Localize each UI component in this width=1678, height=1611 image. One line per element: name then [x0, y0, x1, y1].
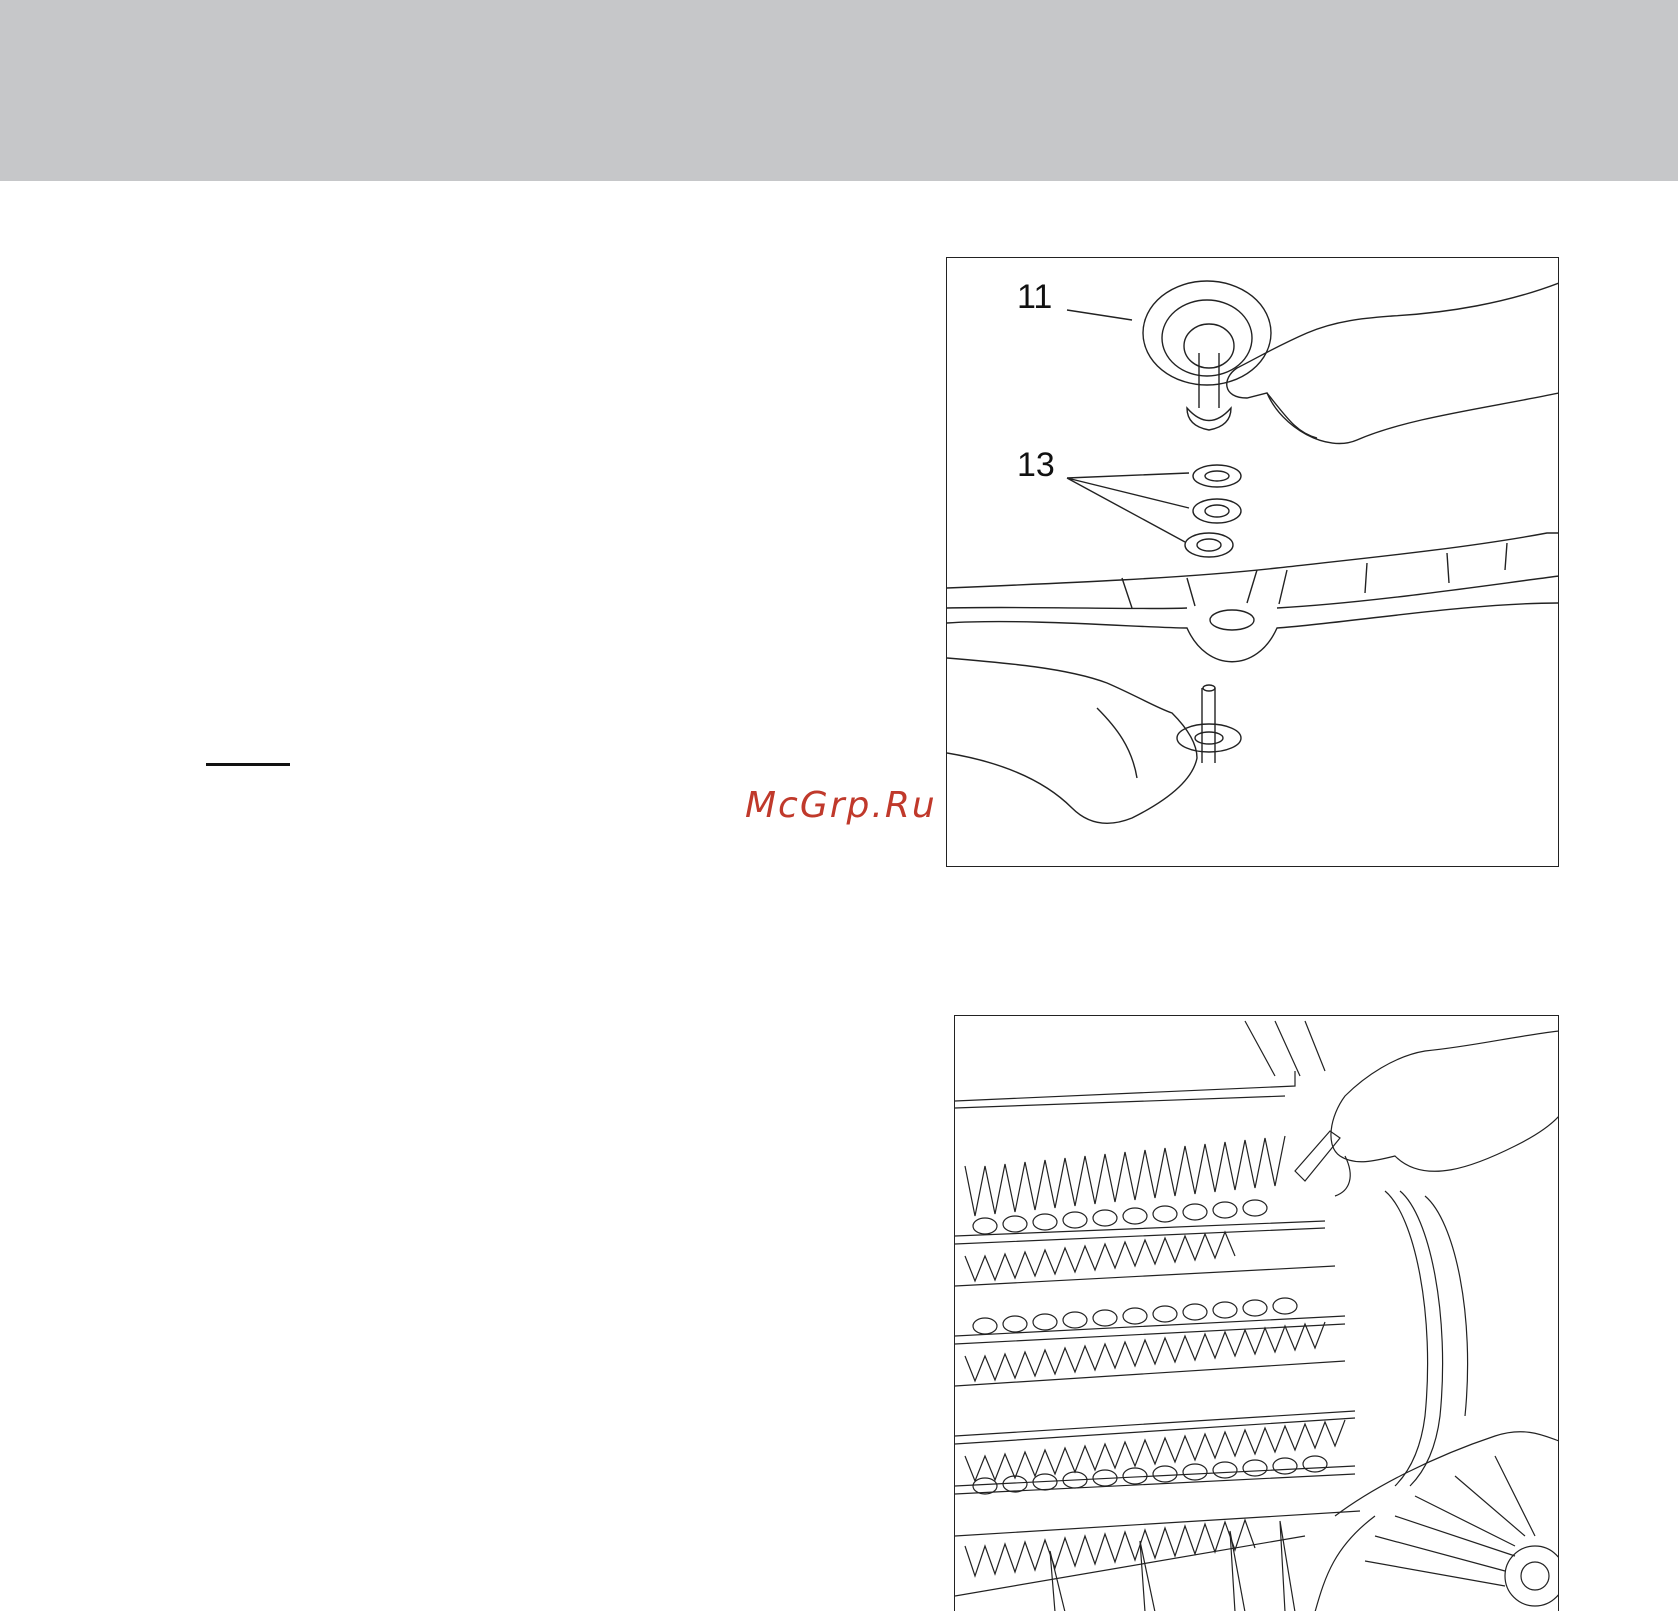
spray-arm-illustration: [947, 258, 1559, 867]
callout-11: 11: [1017, 278, 1053, 316]
figure-filter-cleaning: [954, 1015, 1559, 1611]
filter-cleaning-illustration: [955, 1016, 1559, 1611]
watermark-text: McGrp.Ru: [745, 785, 937, 826]
underline-mark: [206, 763, 290, 766]
figure-spray-arm-removal: [946, 257, 1559, 867]
page-header-band: [0, 0, 1678, 181]
callout-13: 13: [1017, 446, 1055, 484]
